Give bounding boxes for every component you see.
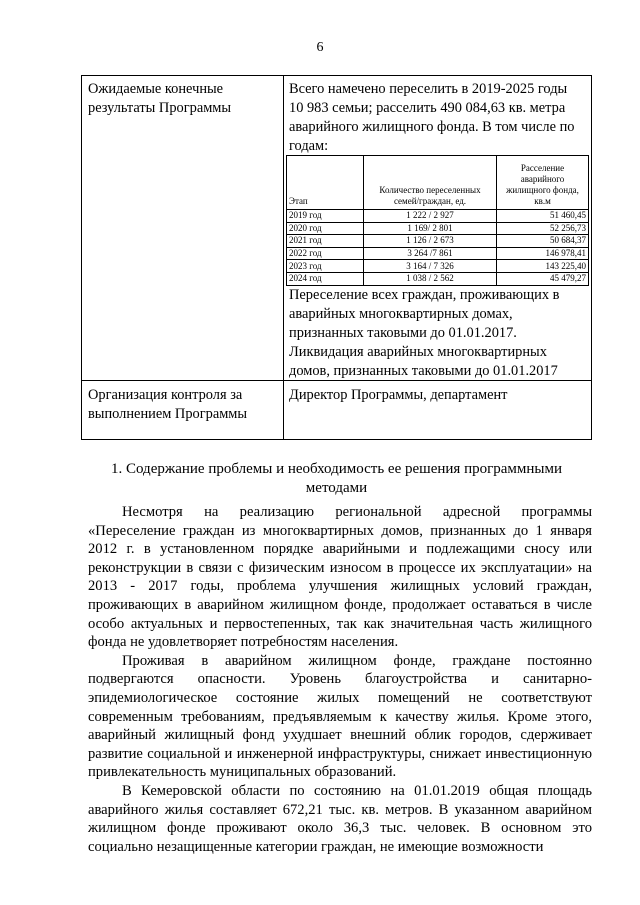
paragraph: В Кемеровской области по состоянию на 01.01.2019 общая площадь аварийного жилья составляет 672,21 тыс. кв. метров. В указанном аварийном жилищном фонде проживают около 36,3 тыс. человек. В основном это социально незащищенные категории граждан, не имеющие возможности	[88, 782, 592, 855]
table-row-expected-results	[82, 76, 591, 381]
results-outro-text: Переселение всех граждан, проживающих в аварийных многоквартирных домах, признанных таковыми до 01.01.2017. Ликвидация аварийных многоквартирных домов, признанных таковыми до 01.01.2017	[289, 287, 560, 379]
stage-area: 143 225,40	[497, 260, 589, 273]
stage-families: 3 164 / 7 326	[364, 260, 497, 273]
stage-families: 1 038 / 2 562	[364, 272, 497, 285]
stage-families: 3 264 /7 861	[364, 247, 497, 260]
stages-table	[286, 155, 589, 286]
table-row	[287, 272, 589, 285]
col-header-stage: Этап	[287, 156, 364, 210]
table-row	[287, 260, 589, 273]
stage-area: 50 684,37	[497, 235, 589, 248]
stage-year: 2020 год	[287, 222, 364, 235]
stage-year: 2023 год	[287, 260, 364, 273]
section-heading: 1. Содержание проблемы и необходимость ее решения программными методами	[110, 461, 563, 496]
table-row	[287, 222, 589, 235]
stage-families: 1 126 / 2 673	[364, 235, 497, 248]
control-value-text: Директор Программы, департамент	[289, 387, 508, 403]
program-passport-table	[81, 75, 592, 440]
paragraph: Несмотря на реализацию региональной адресной программы «Переселение граждан из многоквартирных домов, признанных до 1 января 2012 г. в установленном порядке аварийными и подлежащими сносу или реконструкции в связи с физическим износом в процессе их эксплуатации» на 2013 - 2017 годы, проблема улучшения жилищных условий граждан, проживающих в аварийном жилищном фонде, продолжает оставаться в числе особо актуальных и первостепенных, так как значительная часть жилищного фонда не удовлетворяет потребностям населения.	[88, 504, 592, 651]
stage-families: 1 222 / 2 927	[364, 210, 497, 223]
stages-table-header	[287, 156, 589, 210]
stage-year: 2024 год	[287, 272, 364, 285]
stage-year: 2019 год	[287, 210, 364, 223]
paragraph: Проживая в аварийном жилищном фонде, граждане постоянно подвергаются опасности. Уровень благоустройства и санитарно-эпидемиологическое состояние жилых помещений не соответствуют современным требованиям, предъявляемым к качеству жилья. Кроме этого, аварийный жилищный фонд ухудшает внешний облик городов, сдерживает развитие социальной и инженерной инфраструктуры, снижает инвестиционную привлекательность муниципальных образований.	[88, 652, 592, 781]
section-body	[88, 503, 592, 856]
stage-year: 2021 год	[287, 235, 364, 248]
row-label-expected-results: Ожидаемые конечные результаты Программы	[88, 81, 232, 116]
stage-families: 1 169/ 2 801	[364, 222, 497, 235]
stage-area: 45 479,27	[497, 272, 589, 285]
stage-area: 52 256,73	[497, 222, 589, 235]
stage-area: 51 460,45	[497, 210, 589, 223]
col-header-families: Количество переселенных семей/граждан, ед.	[364, 156, 497, 210]
column-divider	[283, 76, 284, 439]
table-row	[287, 210, 589, 223]
row-label-control: Организация контроля за выполнением Программы	[88, 387, 248, 422]
stage-area: 146 978,41	[497, 247, 589, 260]
table-row-control	[82, 381, 591, 439]
table-row	[287, 247, 589, 260]
col-header-area: Расселение аварийного жилищного фонда, кв.м	[497, 156, 589, 210]
stage-year: 2022 год	[287, 247, 364, 260]
page-number: 6	[316, 40, 324, 55]
results-intro-text: Всего намечено переселить в 2019-2025 годы 10 983 семьи; расселить 490 084,63 кв. метра аварийного жилищного фонда. В том числе по годам:	[289, 81, 575, 154]
table-row	[287, 235, 589, 248]
